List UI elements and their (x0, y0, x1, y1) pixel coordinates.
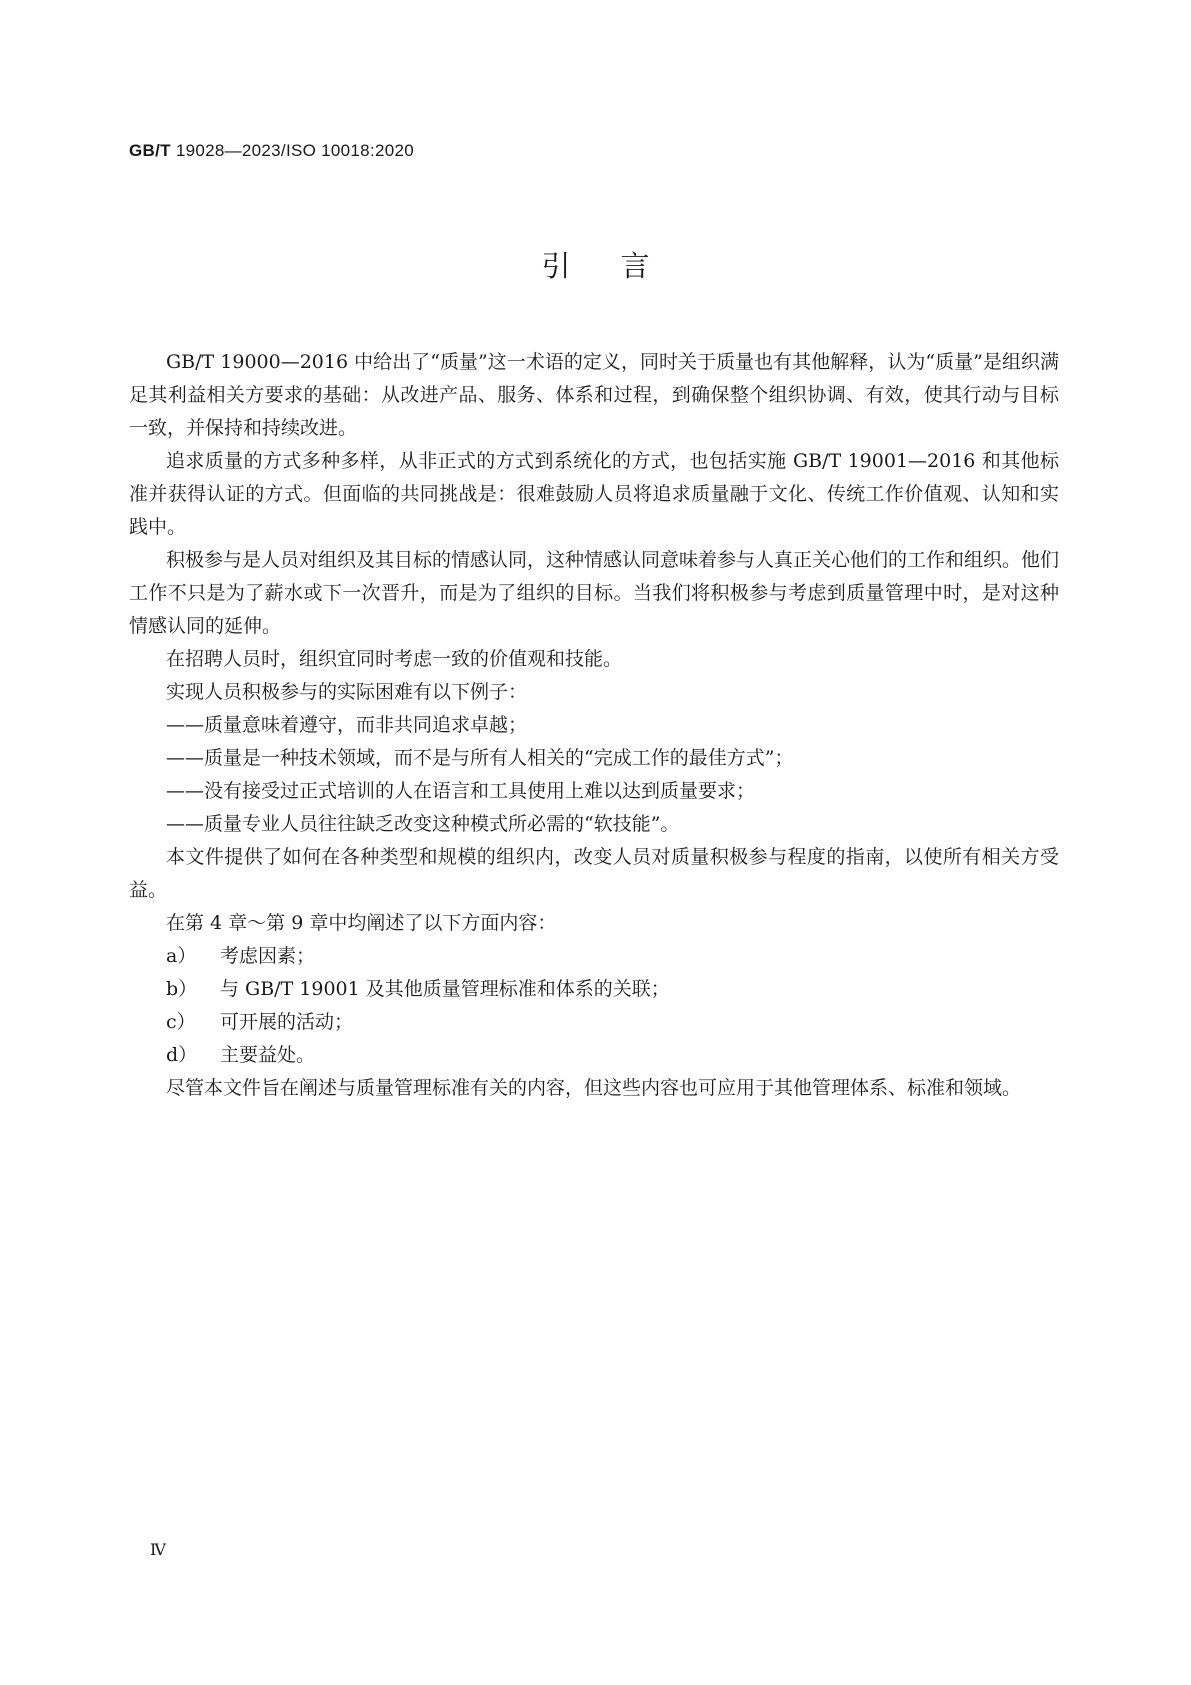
paragraph-difficulties-intro: 实现人员积极参与的实际困难有以下例子： (166, 681, 528, 703)
list-item: ——质量是一种技术领域，而不是与所有人相关的“完成工作的最佳方式”； (166, 747, 794, 769)
standard-code-number: 19028—2023/ISO 10018:2020 (175, 141, 414, 160)
list-item-text: 与 GB/T 19001 及其他质量管理标准和体系的关联； (220, 978, 670, 1000)
list-item: ——质量意味着遵守，而非共同追求卓越； (166, 714, 528, 736)
list-item-text: 可开展的活动； (220, 1011, 354, 1033)
page-title: 引言 (541, 249, 700, 283)
list-item (129, 940, 1059, 973)
paragraph-recruitment: 在招聘人员时，组织宜同时考虑一致的价值观和技能。 (166, 648, 623, 670)
list-marker: c） (166, 1011, 196, 1033)
list-item (129, 1006, 1059, 1039)
list-item: ——质量专业人员往往缺乏改变这种模式所必需的“软技能”。 (166, 813, 680, 835)
difficulties-list (129, 709, 1059, 841)
list-item (129, 973, 1059, 1006)
list-item: ——没有接受过正式培训的人在语言和工具使用上难以达到质量要求； (166, 780, 756, 802)
list-item-text: 主要益处。 (220, 1044, 316, 1066)
list-item (129, 1039, 1059, 1072)
paragraph-applicability: 尽管本文件旨在阐述与质量管理标准有关的内容，但这些内容也可应用于其他管理体系、标准和领域。 (166, 1077, 1022, 1099)
list-marker: a） (166, 945, 197, 967)
paragraph-quality-definition: GB/T 19000—2016 中给出了“质量”这一术语的定义，同时关于质量也有其他解释，认为“质量”是组织满足其利益相关方要求的基础：从改进产品、服务、体系和过程，到确保整个组织协调、有效，使其行动与目标一致，并保持和持续改进。 (129, 351, 1059, 439)
paragraph-chapters-intro: 在第 4 章～第 9 章中均阐述了以下方面内容： (166, 912, 557, 934)
paragraph-engagement: 积极参与是人员对组织及其目标的情感认同，这种情感认同意味着参与人真正关心他们的工作和组织。他们工作不只是为了薪水或下一次晋升，而是为了组织的目标。当我们将积极参与考虑到质量管理中时，是对这种情感认同的延伸。 (129, 549, 1060, 637)
introduction-body (129, 346, 1059, 1105)
paragraph-guidance: 本文件提供了如何在各种类型和规模的组织内，改变人员对质量积极参与程度的指南，以使所有相关方受益。 (129, 846, 1059, 901)
page-number: Ⅳ (150, 1540, 166, 1559)
aspects-list (129, 940, 1059, 1072)
document-header (129, 141, 414, 161)
paragraph-pursuit-methods: 追求质量的方式多种多样，从非正式的方式到系统化的方式，也包括实施 GB/T 19001—2016 和其他标准并获得认证的方式。但面临的共同挑战是：很难鼓励人员将追求质量融于文化、传统工作价值观、认知和实践中。 (129, 450, 1059, 538)
standard-code-prefix: GB/T (129, 141, 171, 160)
list-marker: b） (166, 978, 198, 1000)
list-marker: d） (166, 1044, 198, 1066)
list-item-text: 考虑因素； (220, 945, 316, 967)
